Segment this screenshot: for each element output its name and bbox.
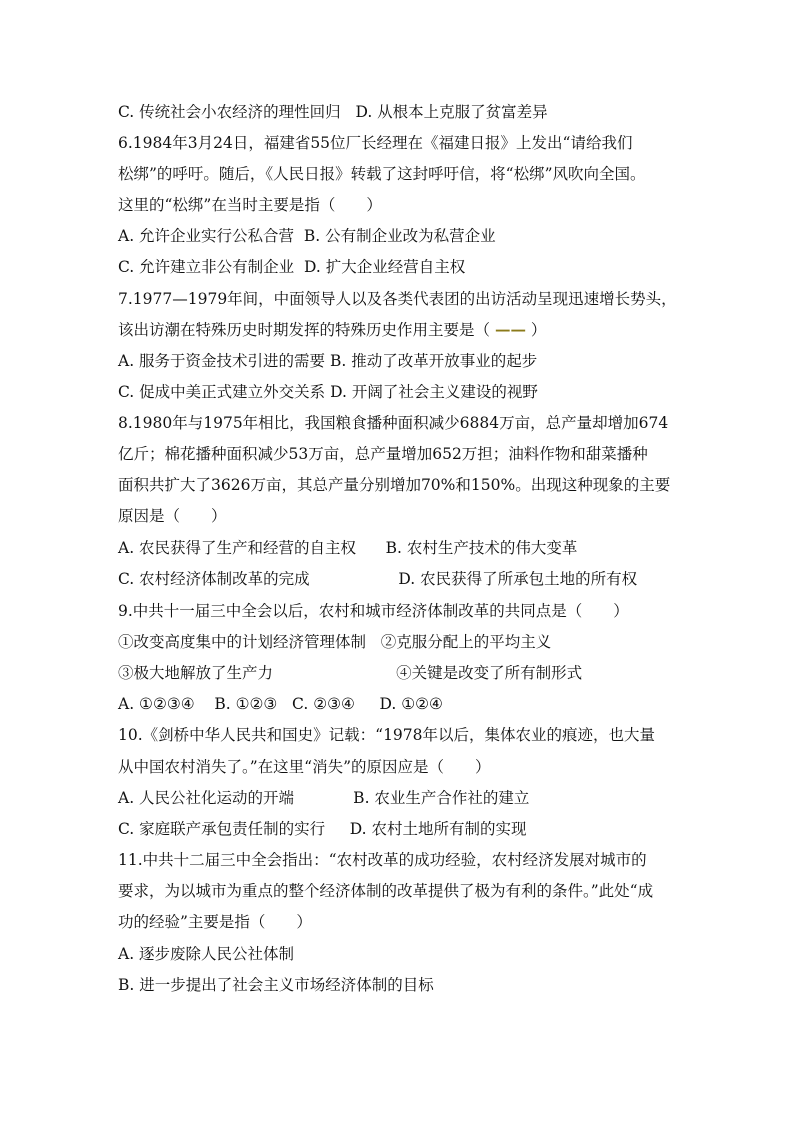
q10-stem-line-2: 从中国农村消失了。”在这里“消失”的原因应是（ ） — [118, 758, 491, 776]
q11-option-b: B. 进一步提出了社会主义市场经济体制的目标 — [118, 976, 434, 994]
q10-options-cd: C. 家庭联产承包责任制的实行 D. 农村土地所有制的实现 — [118, 820, 527, 838]
q6-stem-line-1: 6.1984年3月24日，福建省55位厂长经理在《福建日报》上发出“请给我们 — [118, 134, 633, 152]
q7-stem-text: 该出访潮在特殊历史时期发挥的特殊历史作用主要是（ — [118, 321, 491, 339]
q7-answer-dash: —— — [494, 320, 526, 339]
q10-options-ab: A. 人民公社化运动的开端 B. 农业生产合作社的建立 — [118, 789, 530, 807]
q8-stem-line-4: 原因是（ ） — [118, 507, 227, 525]
q7-options-cd: C. 促成中美正式建立外交关系 D. 开阔了社会主义建设的视野 — [118, 383, 538, 401]
q7-stem-line-2 — [118, 320, 678, 340]
q7-stem-line-1: 7.1977—1979年间，中面领导人以及各类代表团的出访活动呈现迅速增长势头， — [118, 290, 677, 308]
q8-stem-line-3: 面积共扩大了3626万亩，其总产量分别增加70%和150%。出现这种现象的主要 — [118, 476, 671, 494]
q10-stem-line-1: 10.《剑桥中华人民共和国史》记载：“1978年以后，集体农业的痕迹，也大量 — [118, 726, 656, 744]
q9-statements-12: ①改变高度集中的计划经济管理体制 ②克服分配上的平均主义 — [118, 633, 552, 651]
q9-statements-34: ③极大地解放了生产力 ④关键是改变了所有制形式 — [118, 664, 583, 682]
q6-options-cd: C. 允许建立非公有制企业 D. 扩大企业经营自主权 — [118, 258, 466, 276]
q9-stem: 9.中共十一届三中全会以后，农村和城市经济体制改革的共同点是（ ） — [118, 602, 629, 620]
q6-options-ab: A. 允许企业实行公私合营 B. 公有制企业改为私营企业 — [118, 227, 496, 245]
q11-stem-line-1: 11.中共十二届三中全会指出：“农村改革的成功经验，农村经济发展对城市的 — [118, 851, 647, 869]
q7-options-ab: A. 服务于资金技术引进的需要 B. 推动了改革开放事业的起步 — [118, 352, 538, 370]
q8-options-cd: C. 农村经济体制改革的完成 D. 农民获得了所承包土地的所有权 — [118, 570, 638, 588]
q11-option-a: A. 逐步废除人民公社体制 — [118, 945, 295, 963]
q6-stem-line-3: 这里的“松绑”在当时主要是指（ ） — [118, 196, 382, 214]
q8-stem-line-1: 8.1980年与1975年相比，我国粮食播种面积减少6884万亩，总产量却增加674 — [118, 414, 669, 432]
q11-stem-line-3: 功的经验”主要是指（ ） — [118, 913, 312, 931]
q8-options-ab: A. 农民获得了生产和经营的自主权 B. 农村生产技术的伟大变革 — [118, 539, 578, 557]
q8-stem-line-2: 亿斤；棉花播种面积减少53万亩，总产量增加652万担；油料作物和甜菜播种 — [118, 445, 648, 463]
q7-close-paren: ） — [530, 321, 547, 339]
q6-stem-line-2: 松绑”的呼吁。随后，《人民日报》转载了这封呼吁信，将“松绑”风吹向全国。 — [118, 165, 646, 183]
q9-options: A. ①②③④ B. ①②③ C. ②③④ D. ①②④ — [118, 695, 443, 713]
q11-stem-line-2: 要求，为以城市为重点的整个经济体制的改革提供了极为有利的条件。”此处“成 — [118, 882, 654, 900]
q5-options-cd: C. 传统社会小农经济的理性回归 D. 从根本上克服了贫富差异 — [118, 103, 548, 121]
